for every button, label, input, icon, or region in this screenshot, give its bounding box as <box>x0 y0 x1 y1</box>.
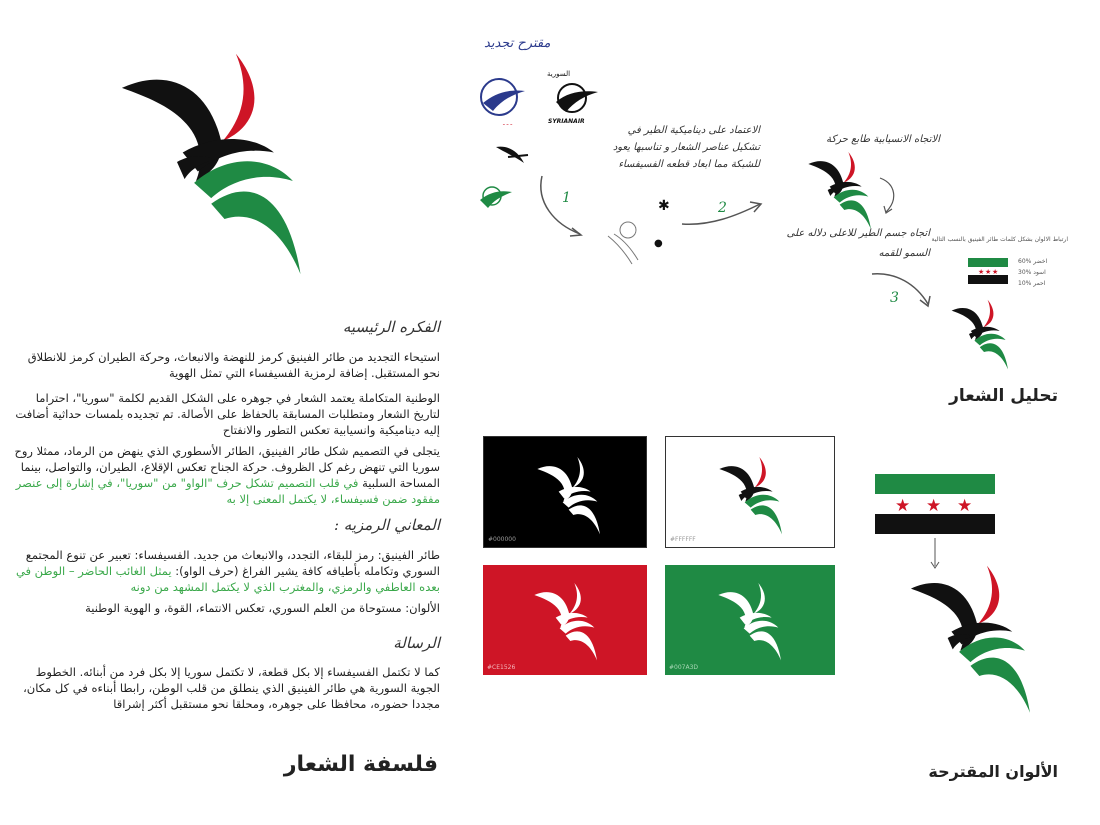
swatch-code: #FFFFFF <box>670 536 696 543</box>
color-pct-row: 10% احمر <box>1018 280 1046 287</box>
note-flow: الاتجاه الانسيابية طابع حركة <box>826 134 940 145</box>
philosophy-title: فلسفة الشعار <box>283 752 438 777</box>
swatch-black <box>483 436 647 548</box>
svg-text:★: ★ <box>957 496 973 516</box>
svg-text:ـ ـ ـ: ـ ـ ـ <box>503 120 513 127</box>
swatch-white <box>665 436 835 548</box>
symbolism-1-green: يمثل الغائب الحاضر – الوطن في بعده العاطفي والرمزي، والمغترب الذي لا يكتمل المشهد من دونه <box>15 564 440 594</box>
old-logo-green-icon <box>474 178 514 214</box>
syrian-flag-icon <box>875 474 995 534</box>
sketch-arrow-icon <box>534 172 588 240</box>
sketch-dot-icon: ✱ <box>658 198 670 214</box>
symbolism-1-black: طائر الفينيق: رمز للبقاء، التجدد، والانبعاث من جديد. الفسيفساء: تعبير عن تنوع المجتمع السوري وتكامله بأطيافه كافة يشير الفراغ (حرف الواو): <box>25 548 440 578</box>
color-percentages <box>1018 256 1088 289</box>
color-pct-row: 30% اسود <box>1018 269 1046 276</box>
step-1-number: 1 <box>562 190 571 206</box>
section-symbolism-heading: المعاني الرمزيه : <box>333 516 440 534</box>
old-logo-arabic-text: السورية <box>547 70 571 78</box>
philosophy-paragraph-3 <box>8 443 440 507</box>
sketch-bird-middle-icon <box>602 210 652 266</box>
section-main-idea-heading: الفكره الرئيسيه <box>342 318 440 336</box>
note-flag: ارتباط الالوان بشكل كلمات طائر الفينيق بالنسب التالية <box>931 236 1068 243</box>
svg-text:★: ★ <box>985 268 992 276</box>
old-logo-english-text: SYRIANAIR <box>548 118 585 125</box>
symbolism-paragraph-2: الألوان: مستوحاة من العلم السوري، تعكس الانتماء، القوة، و الهوية الوطنية <box>85 601 440 615</box>
philosophy-paragraph-1: استيحاء التجديد من طائر الفينيق كرمز للنهضة والانبعاث، وحركة الطيران كرمز للانطلاق نحو المستقبل. إضافة لرمزية الفسيفساء التي تمثل الهوية <box>27 350 440 380</box>
philosophy-paragraph-2: الوطنية المتكاملة يعتمد الشعار في جوهره على الشكل القديم لكلمة "سوريا"، احتراما لتاريخ الشعار ومتطلبات المسابقة بالحفاظ على الأصالة. تم تجديده بلمسات حداثية أضافت إليه ديناميكية وانسيابية تعكس التطور والانفتاح <box>15 391 440 437</box>
swatch-green <box>665 565 835 675</box>
svg-text:★: ★ <box>926 496 942 516</box>
old-logo-blue-icon <box>475 73 529 127</box>
note-direction: اتجاه جسم الطير للاعلى دلاله على السمو للقمه <box>786 228 930 259</box>
step-3-number: 3 <box>890 290 899 306</box>
phoenix-logo-small-icon <box>948 298 1014 370</box>
svg-text:★: ★ <box>895 496 911 516</box>
sketch-bird-small-icon <box>494 143 530 167</box>
message-paragraph: كما لا تكتمل الفسيفساء إلا بكل قطعة، لا تكتمل سوريا إلا بكل فرد من أبنائه. الخطوط الجوية السورية هي طائر الفينيق الذي ينطلق من قلب الوطن، رابطا أبناءه في كل مكان، مجددا حضوره، محافظا على جوهره، ومحلقا نحو مستقبل أكثر إشراقا <box>23 665 440 711</box>
phoenix-logo-icon <box>120 48 310 276</box>
swatch-code: #000000 <box>488 536 516 543</box>
step-2-number: 2 <box>718 200 727 216</box>
syrian-flag-small-icon <box>968 258 1008 284</box>
section-message-heading: الرسالة <box>393 634 440 652</box>
analysis-title: تحليل الشعار <box>949 386 1058 406</box>
swatch-code: #CE1526 <box>487 664 516 671</box>
color-pct-row: 60% اخضر <box>1018 258 1048 265</box>
sketch-heading: مقترح تجديد <box>484 36 551 51</box>
note-dynamics: الاعتماد على ديناميكية الطير في تشكيل عناصر الشعار و تناسبها يعود للشبكة مما ابعاد قطعه الفسيفساء <box>612 125 760 170</box>
colors-title: الألوان المقترحة <box>928 762 1058 781</box>
swatch-code: #007A3D <box>669 664 699 671</box>
phoenix-logo-colored-icon <box>902 562 1044 714</box>
svg-text:★: ★ <box>978 268 985 276</box>
paragraph-3-black: يتجلى في التصميم شكل طائر الفينيق، الطائر الأسطوري الذي ينهض من الرماد، ممثلا روح سوريا التي تنهض رغم كل الظروف. حركة الجناح تعكس الإقلاع، الطيران، والتواصل، بينما المساحة السلبية <box>14 444 440 490</box>
sketch-arrow-3-icon <box>870 268 934 310</box>
symbolism-paragraph-1 <box>8 547 440 595</box>
swatch-red <box>483 565 647 675</box>
sketch-dot-small-icon: ● <box>654 238 663 249</box>
svg-text:★: ★ <box>992 268 999 276</box>
paragraph-3-green: في قلب التصميم تشكل حرف "الواو" من "سوريا"، في إشارة إلى عنصر مفقود ضمن فسيفساء، لا يكتمل المعنى إلا به <box>15 476 440 506</box>
sketch-curve-icon <box>876 176 902 216</box>
sketch-bird-right-icon <box>806 150 876 230</box>
